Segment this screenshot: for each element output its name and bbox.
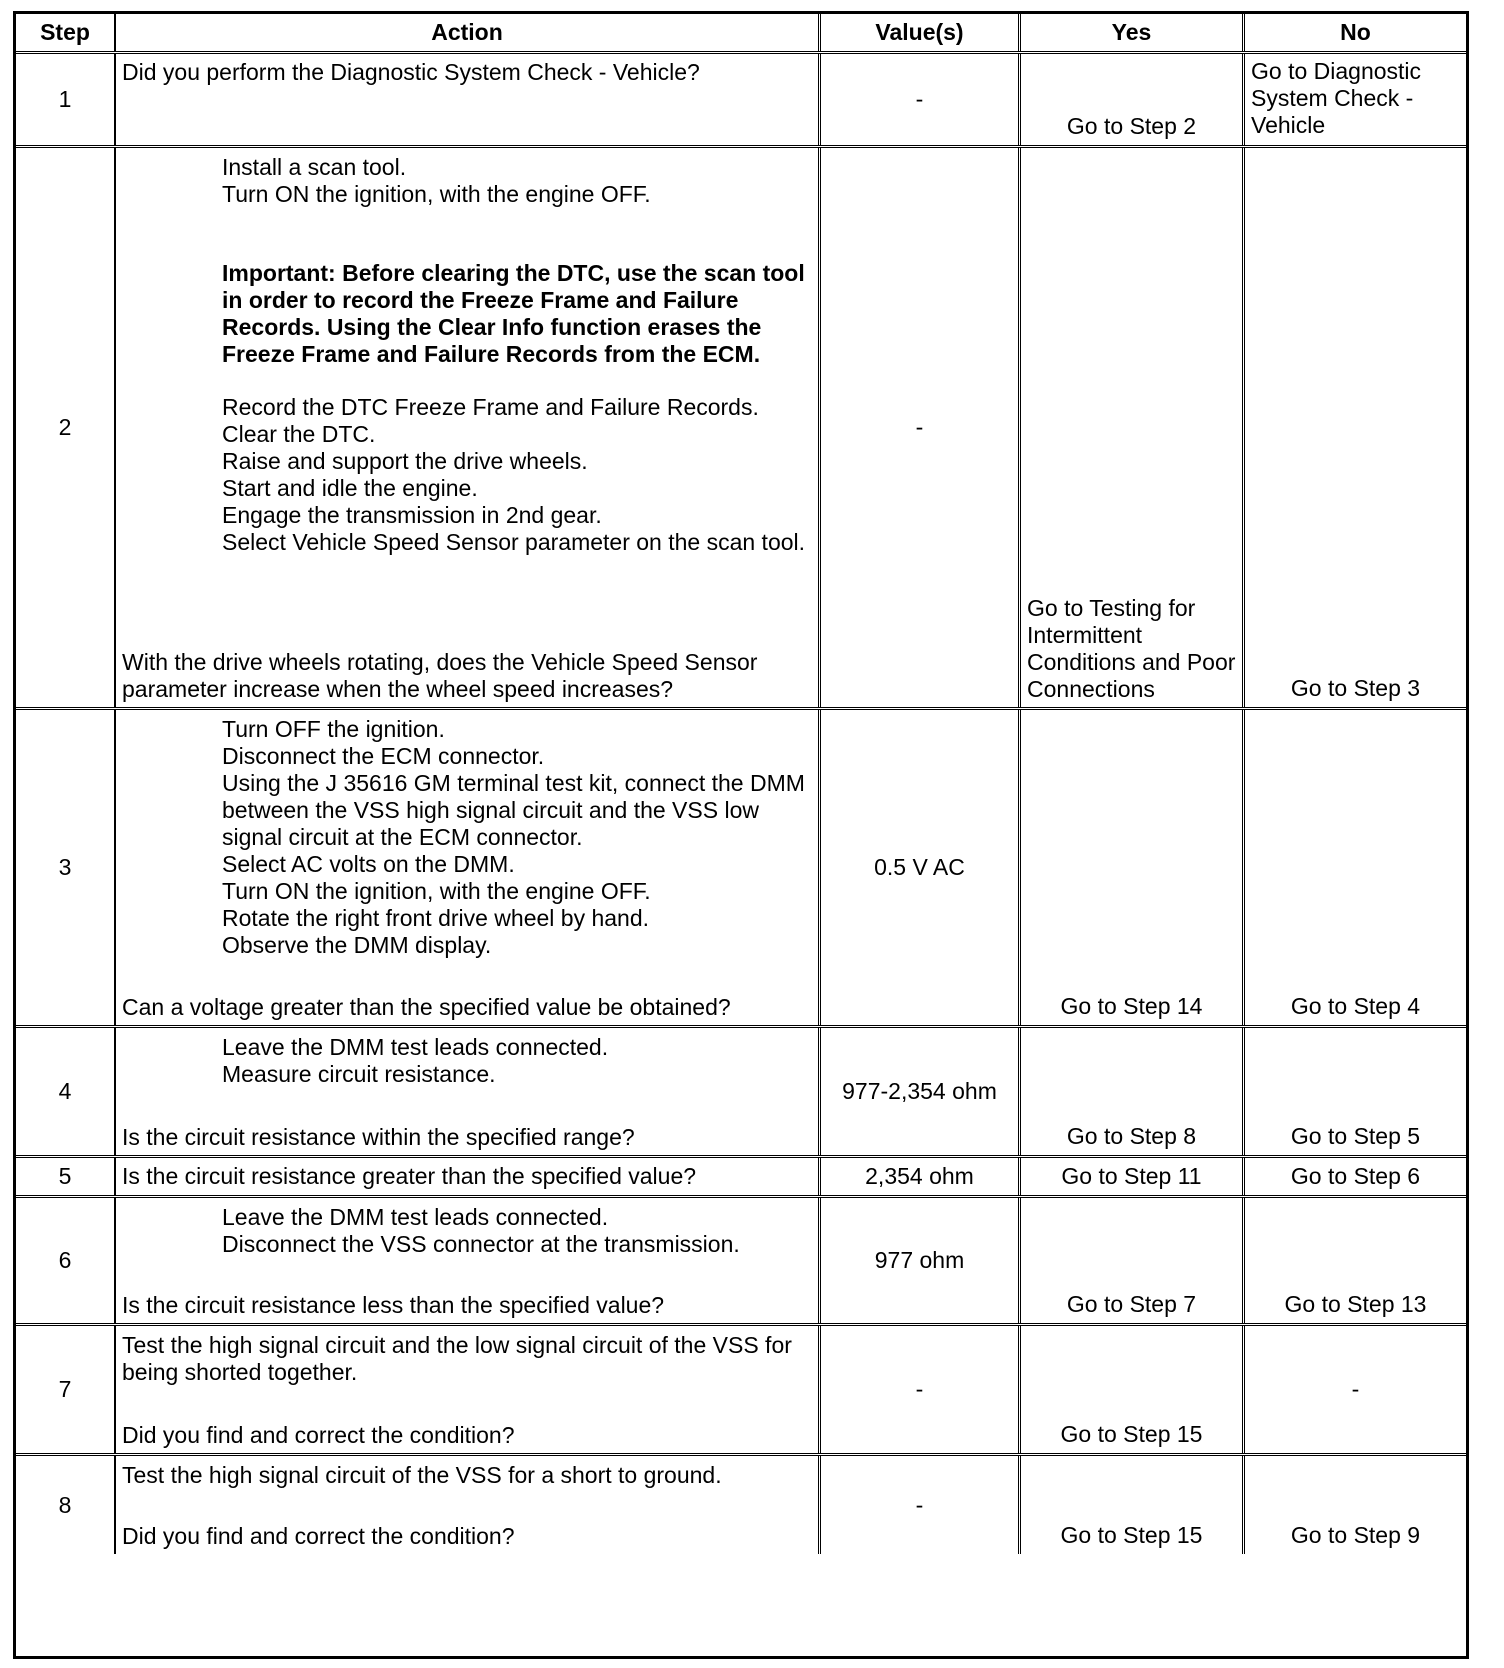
table-header <box>16 14 1466 54</box>
action-question: Is the circuit resistance within the specified range? <box>122 1124 635 1150</box>
step-number: 6 <box>16 1198 116 1323</box>
no-cell: Go to Diagnostic System Check - Vehicle <box>1251 58 1422 138</box>
action-cell <box>116 148 821 707</box>
step-number: 3 <box>16 710 116 1025</box>
action-step: Turn ON the ignition, with the engine OFF. <box>222 181 651 207</box>
action-step: Turn ON the ignition, with the engine OFF. <box>222 878 651 904</box>
yes-cell <box>1021 710 1245 1025</box>
no-label: Go to Step 13 <box>1284 1291 1427 1317</box>
header-step: Step <box>16 14 116 51</box>
yes-cell <box>1021 148 1245 707</box>
diagnostic-table <box>13 11 1469 1659</box>
action-step: Clear the DTC. <box>222 421 376 447</box>
action-question: Can a voltage greater than the specified value be obtained? <box>122 994 731 1020</box>
no-label: Go to Step 3 <box>1290 675 1421 701</box>
step-number: 1 <box>16 54 116 145</box>
value-cell: - <box>821 1326 1021 1453</box>
no-label: Go to Step 9 <box>1290 1522 1421 1548</box>
value-cell: 977-2,354 ohm <box>821 1028 1021 1155</box>
value-cell: - <box>821 54 1021 145</box>
no-cell <box>1245 1456 1466 1554</box>
yes-cell <box>1021 1456 1245 1554</box>
action-steps <box>122 1034 812 1088</box>
action-text: Test the high signal circuit and the low signal circuit of the VSS for being shorted together. <box>122 1332 792 1385</box>
table-row <box>16 1198 1466 1326</box>
action-step: Record the DTC Freeze Frame and Failure Records. <box>222 394 759 420</box>
action-step: Disconnect the ECM connector. <box>222 743 545 769</box>
action-question: Is the circuit resistance greater than the specified value? <box>116 1158 821 1195</box>
table-row <box>16 1326 1466 1456</box>
action-steps <box>122 394 812 556</box>
value-cell: 0.5 V AC <box>821 710 1021 1025</box>
action-cell <box>116 1028 821 1155</box>
no-label: Go to Step 4 <box>1290 993 1421 1019</box>
no-label: Go to Step 5 <box>1290 1123 1421 1149</box>
table-row <box>16 148 1466 710</box>
yes-cell <box>1021 1028 1245 1155</box>
no-cell <box>1245 1028 1466 1155</box>
action-step: Start and idle the engine. <box>222 475 478 501</box>
action-steps <box>122 716 812 959</box>
header-values: Value(s) <box>821 14 1021 51</box>
action-step: Rotate the right front drive wheel by hand. <box>222 905 650 931</box>
table-row <box>16 1158 1466 1198</box>
action-question: With the drive wheels rotating, does the Vehicle Speed Sensor parameter increase when the wheel speed increases? <box>122 649 758 702</box>
action-step: Measure circuit resistance. <box>222 1061 496 1087</box>
no-cell: - <box>1351 1376 1360 1402</box>
yes-cell: Go to Step 11 <box>1021 1158 1245 1195</box>
action-step: Observe the DMM display. <box>222 932 492 958</box>
action-text: Test the high signal circuit of the VSS for a short to ground. <box>122 1462 722 1488</box>
yes-label: Go to Testing for Intermittent Conditions and Poor Connections <box>1027 595 1236 702</box>
action-cell <box>116 1456 821 1554</box>
no-cell <box>1245 148 1466 707</box>
action-cell <box>116 1326 821 1453</box>
value-cell: - <box>821 148 1021 707</box>
step-number: 2 <box>16 148 116 707</box>
action-question: Is the circuit resistance less than the specified value? <box>122 1292 665 1318</box>
action-question: Did you find and correct the condition? <box>122 1523 515 1549</box>
yes-cell <box>1021 1198 1245 1323</box>
action-steps <box>122 154 812 208</box>
action-step: Engage the transmission in 2nd gear. <box>222 502 602 528</box>
action-step: Leave the DMM test leads connected. <box>222 1204 609 1230</box>
action-question: Did you perform the Diagnostic System Check - Vehicle? <box>116 54 821 145</box>
yes-cell <box>1021 1326 1245 1453</box>
action-step: Leave the DMM test leads connected. <box>222 1034 609 1060</box>
step-number: 4 <box>16 1028 116 1155</box>
header-action: Action <box>116 14 821 51</box>
action-step: Install a scan tool. <box>222 154 407 180</box>
header-no: No <box>1340 19 1371 45</box>
step-number: 5 <box>16 1158 116 1195</box>
action-step: Disconnect the VSS connector at the transmission. <box>222 1231 740 1257</box>
action-step: Raise and support the drive wheels. <box>222 448 588 474</box>
header-yes: Yes <box>1021 14 1245 51</box>
no-cell <box>1245 1198 1466 1323</box>
value-cell: 977 ohm <box>821 1198 1021 1323</box>
no-cell <box>1245 710 1466 1025</box>
yes-label: Go to Step 7 <box>1066 1291 1197 1317</box>
action-step: Using the J 35616 GM terminal test kit, connect the DMM between the VSS high signal circuit and the VSS low signal circuit at the ECM connector. <box>222 770 805 850</box>
action-question: Did you find and correct the condition? <box>122 1422 515 1448</box>
action-cell <box>116 710 821 1025</box>
table-row <box>16 54 1466 148</box>
table-row <box>16 1028 1466 1158</box>
yes-label: Go to Step 2 <box>1066 113 1197 139</box>
action-cell <box>116 1198 821 1323</box>
step-number: 7 <box>16 1326 116 1453</box>
important-note: Important: Before clearing the DTC, use the scan tool in order to record the Freeze Frame and Failure Records. Using the Clear Info function erases the Freeze Frame and Failure Records from the ECM. <box>222 260 805 367</box>
action-step: Select AC volts on the DMM. <box>222 851 515 877</box>
table-row <box>16 1456 1466 1656</box>
table-row <box>16 710 1466 1028</box>
yes-label: Go to Step 14 <box>1060 993 1203 1019</box>
action-steps <box>122 1204 812 1258</box>
value-cell: - <box>821 1456 1021 1554</box>
action-step: Select Vehicle Speed Sensor parameter on the scan tool. <box>222 529 806 555</box>
yes-label: Go to Step 15 <box>1060 1522 1203 1548</box>
value-cell: 2,354 ohm <box>821 1158 1021 1195</box>
yes-cell <box>1021 54 1245 145</box>
yes-label: Go to Step 15 <box>1060 1421 1203 1447</box>
no-cell: Go to Step 6 <box>1290 1163 1421 1189</box>
step-number: 8 <box>16 1456 116 1554</box>
yes-label: Go to Step 8 <box>1066 1123 1197 1149</box>
action-step: Turn OFF the ignition. <box>222 716 445 742</box>
